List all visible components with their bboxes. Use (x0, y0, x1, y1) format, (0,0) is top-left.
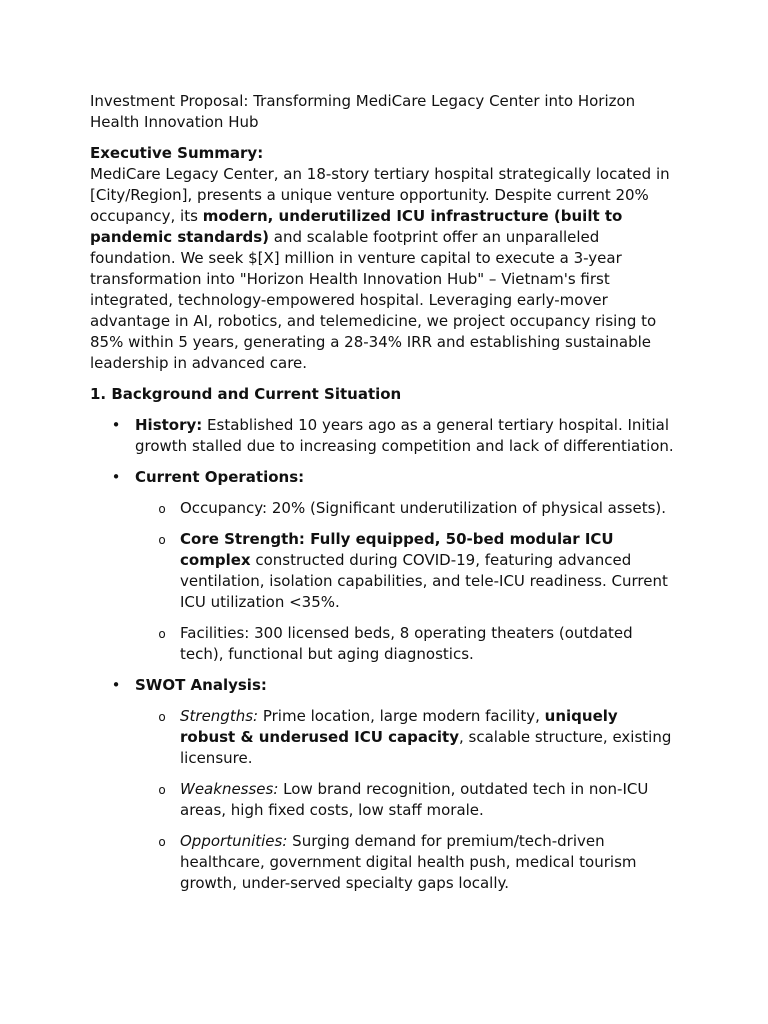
executive-summary-heading: Executive Summary: (90, 144, 264, 162)
occupancy-text: Occupancy: 20% (Significant underutilization of physical assets). (180, 499, 667, 517)
list-item-current-operations (111, 467, 678, 665)
document-title: Investment Proposal: Transforming MediCare Legacy Center into Horizon Health Innovation Hub (90, 92, 636, 131)
current-operations-sublist (135, 498, 678, 665)
core-strength-label: Core Strength: Fully equipped, 50-bed modular ICU complex (180, 530, 614, 569)
history-label: History: (135, 416, 203, 434)
executive-summary-highlight: modern, underutilized ICU infrastructure (built to pandemic standards) (90, 207, 623, 246)
sub-bullet-icon: o (158, 710, 166, 724)
list-item-swot (111, 675, 678, 894)
current-operations-label: Current Operations: (135, 468, 305, 486)
sub-bullet-icon: o (158, 835, 166, 849)
sub-item-occupancy (158, 498, 678, 519)
strengths-highlight: uniquely robust & underused ICU capacity (180, 707, 618, 746)
section-1-heading: 1. Background and Current Situation (90, 385, 402, 403)
sub-bullet-icon: o (158, 783, 166, 797)
swot-label: SWOT Analysis: (135, 676, 267, 694)
executive-summary-paragraph (90, 164, 678, 374)
sub-item-strengths (158, 706, 678, 769)
strengths-text-1: Prime location, large modern facility, (258, 707, 545, 725)
sub-bullet-icon: o (158, 533, 166, 547)
strengths-label: Strengths: (180, 707, 259, 725)
list-item-history (111, 415, 678, 457)
executive-summary-text-2: and scalable footprint offer an unparalleled foundation. We seek $[X] million in venture capital to execute a 3-year transformation into "Horizon Health Innovation Hub" – Vietnam's first integrated, technology-empowered hospital. Leveraging early-mover advantage in AI, robotics, and telemedicine, we project occupancy rising to 85% within 5 years, generating a 28-34% IRR and establishing sustainable leadership in advanced care. (90, 228, 657, 372)
swot-sublist (135, 706, 678, 894)
executive-summary-text-1: MediCare Legacy Center, an 18-story tertiary hospital strategically located in [City/Region], presents a unique venture opportunity. Despite current 20% occupancy, its (90, 165, 670, 225)
section-1-list (90, 415, 678, 894)
core-strength-text: constructed during COVID-19, featuring advanced ventilation, isolation capabilities, and tele-ICU readiness. Current ICU utilization <35%. (180, 551, 668, 611)
sub-item-facilities (158, 623, 678, 665)
opportunities-label: Opportunities: (180, 832, 288, 850)
weaknesses-text: Low brand recognition, outdated tech in non-ICU areas, high fixed costs, low staff morale. (180, 780, 649, 819)
sub-bullet-icon: o (158, 502, 166, 516)
strengths-text-2: , scalable structure, existing licensure. (180, 728, 672, 767)
sub-item-opportunities (158, 831, 678, 894)
bullet-icon: • (111, 676, 121, 694)
opportunities-text: Surging demand for premium/tech-driven healthcare, government digital health push, medical tourism growth, under-served specialty gaps locally. (180, 832, 637, 892)
history-text: Established 10 years ago as a general tertiary hospital. Initial growth stalled due to increasing competition and lack of differentiation. (135, 416, 674, 455)
facilities-text: Facilities: 300 licensed beds, 8 operating theaters (outdated tech), functional but aging diagnostics. (180, 624, 633, 663)
sub-item-core-strength (158, 529, 678, 613)
bullet-icon: • (111, 468, 121, 486)
sub-item-weaknesses (158, 779, 678, 821)
sub-bullet-icon: o (158, 627, 166, 641)
bullet-icon: • (111, 416, 121, 434)
weaknesses-label: Weaknesses: (180, 780, 279, 798)
